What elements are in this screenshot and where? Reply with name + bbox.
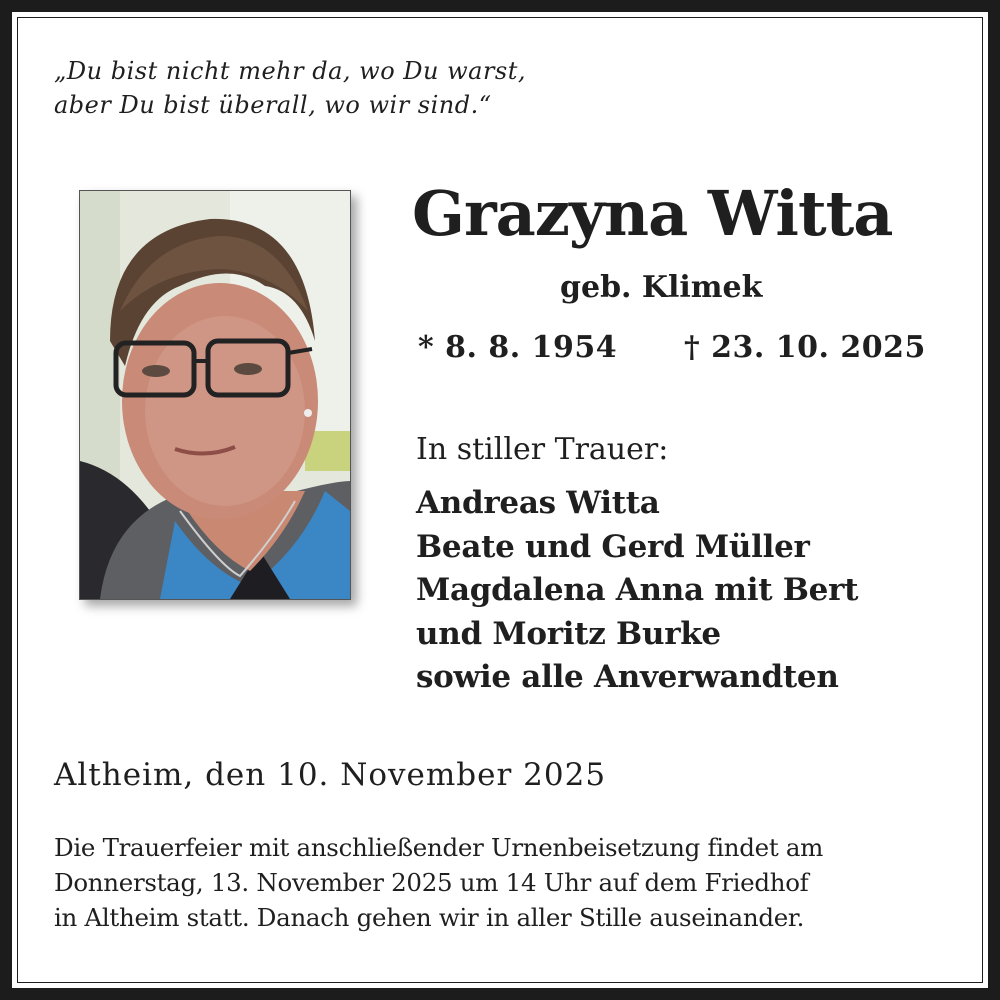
maiden-name: geb. Klimek [560,270,763,305]
notice-line: Donnerstag, 13. November 2025 um 14 Uhr auf dem Friedhof [54,868,809,897]
mourner-name: Magdalena Anna mit Bert [416,572,859,608]
place-and-date: Altheim, den 10. November 2025 [54,757,607,793]
death-date: † 23. 10. 2025 [684,330,926,365]
mourning-label: In stiller Trauer: [416,432,669,467]
quote-line-2: aber Du bist überall, wo wir sind.“ [54,91,492,119]
mourner-name: Beate und Gerd Müller [416,528,810,565]
funeral-notice [54,830,823,935]
mourners-list [416,482,858,700]
birth-date: * 8. 8. 1954 [418,330,618,365]
obituary-card [12,12,988,988]
notice-line: Die Trauerfeier mit anschließender Urnenbeisetzung findet am [54,833,824,862]
notice-line: in Altheim statt. Danach gehen wir in aller Stille auseinander. [54,903,805,932]
deceased-name: Grazyna Witta [412,177,893,250]
memorial-quote [54,54,526,122]
quote-line-1: „Du bist nicht mehr da, wo Du warst, [54,57,527,85]
portrait-photo [79,190,351,600]
mourner-name: sowie alle Anverwandten [416,659,839,695]
mourner-name: Andreas Witta [416,485,660,521]
mourner-name: und Moritz Burke [416,615,721,652]
